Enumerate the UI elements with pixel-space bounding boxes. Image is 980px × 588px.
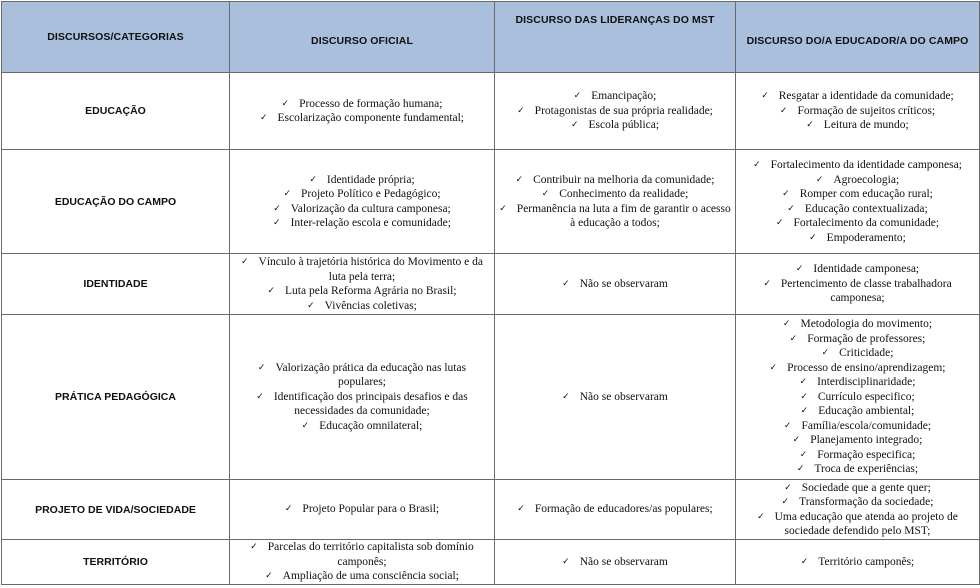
table-row (2, 480, 980, 540)
table-row (2, 315, 980, 480)
list-item (740, 158, 975, 173)
check-icon: ✓ (517, 105, 525, 116)
row-category: PROJETO DE VIDA/SOCIEDADE (2, 480, 230, 540)
list-item (234, 284, 490, 299)
check-icon: ✓ (257, 362, 266, 373)
cell-mst (495, 480, 736, 540)
categories-table (1, 1, 980, 585)
list-item (499, 118, 731, 133)
list-item-text: Projeto Político e Pedagógico; (300, 188, 441, 200)
check-icon: ✓ (281, 98, 290, 109)
table-row (2, 150, 980, 254)
list-item (499, 173, 731, 188)
check-icon: ✓ (265, 571, 273, 581)
list-item (234, 299, 490, 314)
list-item (499, 555, 731, 570)
list-item (740, 262, 975, 277)
list-item-text: Formação de professores; (807, 332, 926, 345)
check-icon: ✓ (284, 504, 293, 515)
row-category: EDUCAÇÃO DO CAMPO (2, 150, 230, 254)
check-icon: ✓ (782, 319, 791, 330)
check-icon: ✓ (795, 264, 804, 275)
list-item-text: Resgatar a identidade da comunidade; (778, 90, 954, 103)
check-icon: ✓ (769, 362, 778, 373)
cell-mst (495, 73, 736, 150)
list-item-text: Não se observaram (579, 277, 668, 290)
list-item-text: Não se observaram (579, 390, 668, 403)
list-item-text: Educação ambiental; (818, 405, 915, 418)
list-item-text: Escola pública; (588, 119, 660, 132)
cell-oficial (230, 150, 495, 254)
list-item-text: Não se observaram (579, 555, 668, 568)
list-item-text: Interdisciplinaridade; (817, 376, 916, 389)
check-icon: ✓ (784, 482, 792, 493)
check-icon: ✓ (499, 203, 507, 214)
list-item (234, 390, 490, 419)
list-item (499, 89, 731, 104)
check-icon: ✓ (781, 497, 790, 507)
list-item (234, 97, 490, 112)
check-icon: ✓ (800, 391, 808, 402)
list-item (234, 187, 490, 202)
check-icon: ✓ (815, 174, 824, 185)
list-item (499, 390, 731, 405)
table-row (2, 540, 980, 585)
cell-mst (495, 540, 736, 585)
list-item (740, 216, 975, 231)
list-item-text: Família/escola/comunidade; (801, 419, 932, 432)
list-item-text: Escolarização componente fundamental; (277, 112, 465, 124)
cell-oficial (230, 315, 495, 480)
row-category: TERRITÓRIO (2, 540, 230, 585)
check-icon: ✓ (309, 174, 317, 185)
list-item-text: Criticidade; (839, 347, 894, 360)
list-item (740, 390, 975, 405)
list-item-text: Educação contextualizada; (804, 202, 928, 215)
list-item-text: Emancipação; (591, 90, 657, 103)
check-icon: ✓ (806, 120, 814, 131)
list-item-text: Formação especifica; (817, 448, 916, 461)
check-icon: ✓ (562, 391, 570, 402)
list-item-text: Empoderamento; (826, 231, 906, 244)
list-item (740, 510, 975, 539)
list-item (499, 187, 731, 202)
list-item (740, 481, 975, 496)
cell-educador (736, 315, 980, 480)
list-item (740, 433, 975, 448)
check-icon: ✓ (283, 189, 291, 199)
check-icon: ✓ (562, 556, 570, 567)
list-item-text: Luta pela Reforma Agrária no Brasil; (285, 285, 457, 297)
list-item (234, 419, 490, 434)
header-discurso-oficial: DISCURSO OFICIAL (230, 2, 495, 73)
header-discurso-educador: DISCURSO DO/A EDUCADOR/A DO CAMPO (736, 2, 980, 73)
list-item-text: Parcelas do território capitalista sob domínio camponês; (267, 541, 474, 568)
check-icon: ✓ (792, 435, 801, 446)
list-item-text: Protagonistas de sua própria realidade; (534, 104, 713, 117)
list-item (740, 332, 975, 347)
list-item-text: Fortalecimento da comunidade; (793, 217, 940, 229)
check-icon: ✓ (761, 91, 769, 102)
cell-educador (736, 540, 980, 585)
list-item (740, 346, 975, 361)
list-item-text: Identidade própria; (326, 173, 415, 186)
list-item-text: Valorização prática da educação nas lutas populares; (275, 361, 467, 389)
list-item (740, 495, 975, 510)
table-row (2, 73, 980, 150)
check-icon: ✓ (782, 189, 790, 199)
list-item-text: Sociedade que a gente quer; (801, 481, 931, 494)
list-item-text: Identidade camponesa; (813, 263, 920, 276)
list-item-text: Processo de formação humana; (299, 97, 443, 110)
check-icon: ✓ (570, 120, 579, 131)
list-item-text: Currículo especifico; (817, 390, 915, 403)
check-icon: ✓ (799, 377, 808, 388)
check-icon: ✓ (301, 420, 310, 431)
list-item-text: Romper com educação rural; (799, 188, 933, 200)
check-icon: ✓ (800, 556, 809, 567)
row-category: PRÁTICA PEDAGÓGICA (2, 315, 230, 480)
list-item (499, 502, 731, 517)
list-item (234, 361, 490, 390)
list-item-text: Processo de ensino/aprendizagem; (787, 361, 946, 374)
check-icon: ✓ (256, 391, 264, 402)
list-item-text: Fortalecimento da identidade camponesa; (770, 159, 962, 171)
check-icon: ✓ (573, 91, 582, 102)
check-icon: ✓ (763, 278, 771, 289)
list-item-text: Permanência na luta a fim de garantir o acesso à educação a todos; (516, 202, 731, 229)
list-item-text: Vínculo à trajetória histórica do Movimento e da luta pela terra; (258, 256, 484, 283)
row-category: EDUCAÇÃO (2, 73, 230, 150)
list-item (234, 540, 490, 569)
list-item (740, 317, 975, 332)
check-icon: ✓ (273, 203, 281, 214)
list-item-text: Pertencimento de classe trabalhadora camponesa; (780, 277, 952, 305)
list-item-text: Metodologia do movimento; (800, 318, 933, 331)
check-icon: ✓ (250, 542, 258, 552)
cell-oficial (230, 254, 495, 315)
list-item-text: Projeto Popular para o Brasil; (302, 503, 440, 516)
list-item (740, 404, 975, 419)
header-row (2, 2, 980, 73)
check-icon: ✓ (307, 300, 315, 311)
list-item-text: Território camponês; (818, 555, 915, 568)
check-icon: ✓ (809, 232, 817, 243)
list-item (499, 104, 731, 119)
check-icon: ✓ (775, 218, 784, 228)
list-item (234, 502, 490, 517)
check-icon: ✓ (757, 511, 765, 522)
check-icon: ✓ (799, 449, 808, 460)
cell-educador (736, 73, 980, 150)
cell-oficial (230, 480, 495, 540)
list-item-text: Contribuir na melhoria da comunidade; (533, 173, 715, 186)
check-icon: ✓ (273, 218, 281, 228)
check-icon: ✓ (259, 113, 268, 123)
check-icon: ✓ (541, 189, 550, 199)
cell-mst (495, 254, 736, 315)
list-item-text: Troca de experiências; (814, 463, 919, 476)
table-row (2, 254, 980, 315)
list-item (740, 361, 975, 376)
check-icon: ✓ (783, 420, 792, 431)
list-item (234, 202, 490, 217)
cell-mst (495, 315, 736, 480)
list-item-text: Formação de sujeitos críticos; (797, 104, 936, 117)
list-item-text: Formação de educadores/as populares; (534, 503, 713, 516)
check-icon: ✓ (779, 105, 788, 116)
list-item (234, 173, 490, 188)
list-item (234, 569, 490, 584)
check-icon: ✓ (240, 257, 249, 267)
list-item-text: Uma educação que atenda ao projeto de sociedade defendido pelo MST; (774, 510, 958, 537)
list-item-text: Valorização da cultura camponesa; (290, 202, 451, 215)
cell-educador (736, 254, 980, 315)
list-item (740, 419, 975, 434)
list-item (740, 462, 975, 477)
check-icon: ✓ (796, 464, 805, 475)
list-item (740, 104, 975, 119)
list-item (740, 173, 975, 188)
check-icon: ✓ (515, 174, 524, 185)
list-item (499, 202, 731, 231)
cell-mst (495, 150, 736, 254)
list-item (740, 231, 975, 246)
check-icon: ✓ (753, 160, 761, 170)
check-icon: ✓ (787, 203, 795, 214)
list-item (234, 216, 490, 231)
cell-educador (736, 150, 980, 254)
check-icon: ✓ (267, 286, 276, 296)
row-category: IDENTIDADE (2, 254, 230, 315)
cell-oficial (230, 540, 495, 585)
header-categorias: DISCURSOS/CATEGORIAS (2, 2, 230, 73)
list-item (234, 111, 490, 126)
list-item (740, 375, 975, 390)
check-icon: ✓ (562, 278, 570, 289)
list-item-text: Ampliação de uma consciência social; (282, 570, 459, 582)
list-item (740, 187, 975, 202)
check-icon: ✓ (821, 348, 830, 359)
list-item-text: Agroecologia; (833, 173, 900, 186)
list-item (740, 448, 975, 463)
cell-oficial (230, 73, 495, 150)
check-icon: ✓ (800, 406, 809, 417)
list-item (234, 255, 490, 284)
list-item-text: Leitura de mundo; (823, 119, 909, 132)
check-icon: ✓ (789, 333, 798, 344)
check-icon: ✓ (517, 504, 525, 515)
header-discurso-mst: DISCURSO DAS LIDERANÇAS DO MST (495, 2, 736, 73)
list-item-text: Educação omnilateral; (319, 419, 423, 432)
cell-educador (736, 480, 980, 540)
list-item-text: Transformação da sociedade; (799, 496, 934, 508)
list-item-text: Planejamento integrado; (810, 434, 923, 447)
list-item-text: Inter-relação escola e comunidade; (290, 217, 451, 229)
list-item (740, 118, 975, 133)
list-item-text: Vivências coletivas; (324, 299, 417, 312)
list-item (740, 89, 975, 104)
list-item-text: Identificação dos principais desafios e das necessidades da comunidade; (273, 390, 468, 418)
list-item (740, 277, 975, 306)
list-item (499, 277, 731, 292)
list-item-text: Conhecimento da realidade; (559, 188, 689, 200)
list-item (740, 202, 975, 217)
list-item (740, 555, 975, 570)
